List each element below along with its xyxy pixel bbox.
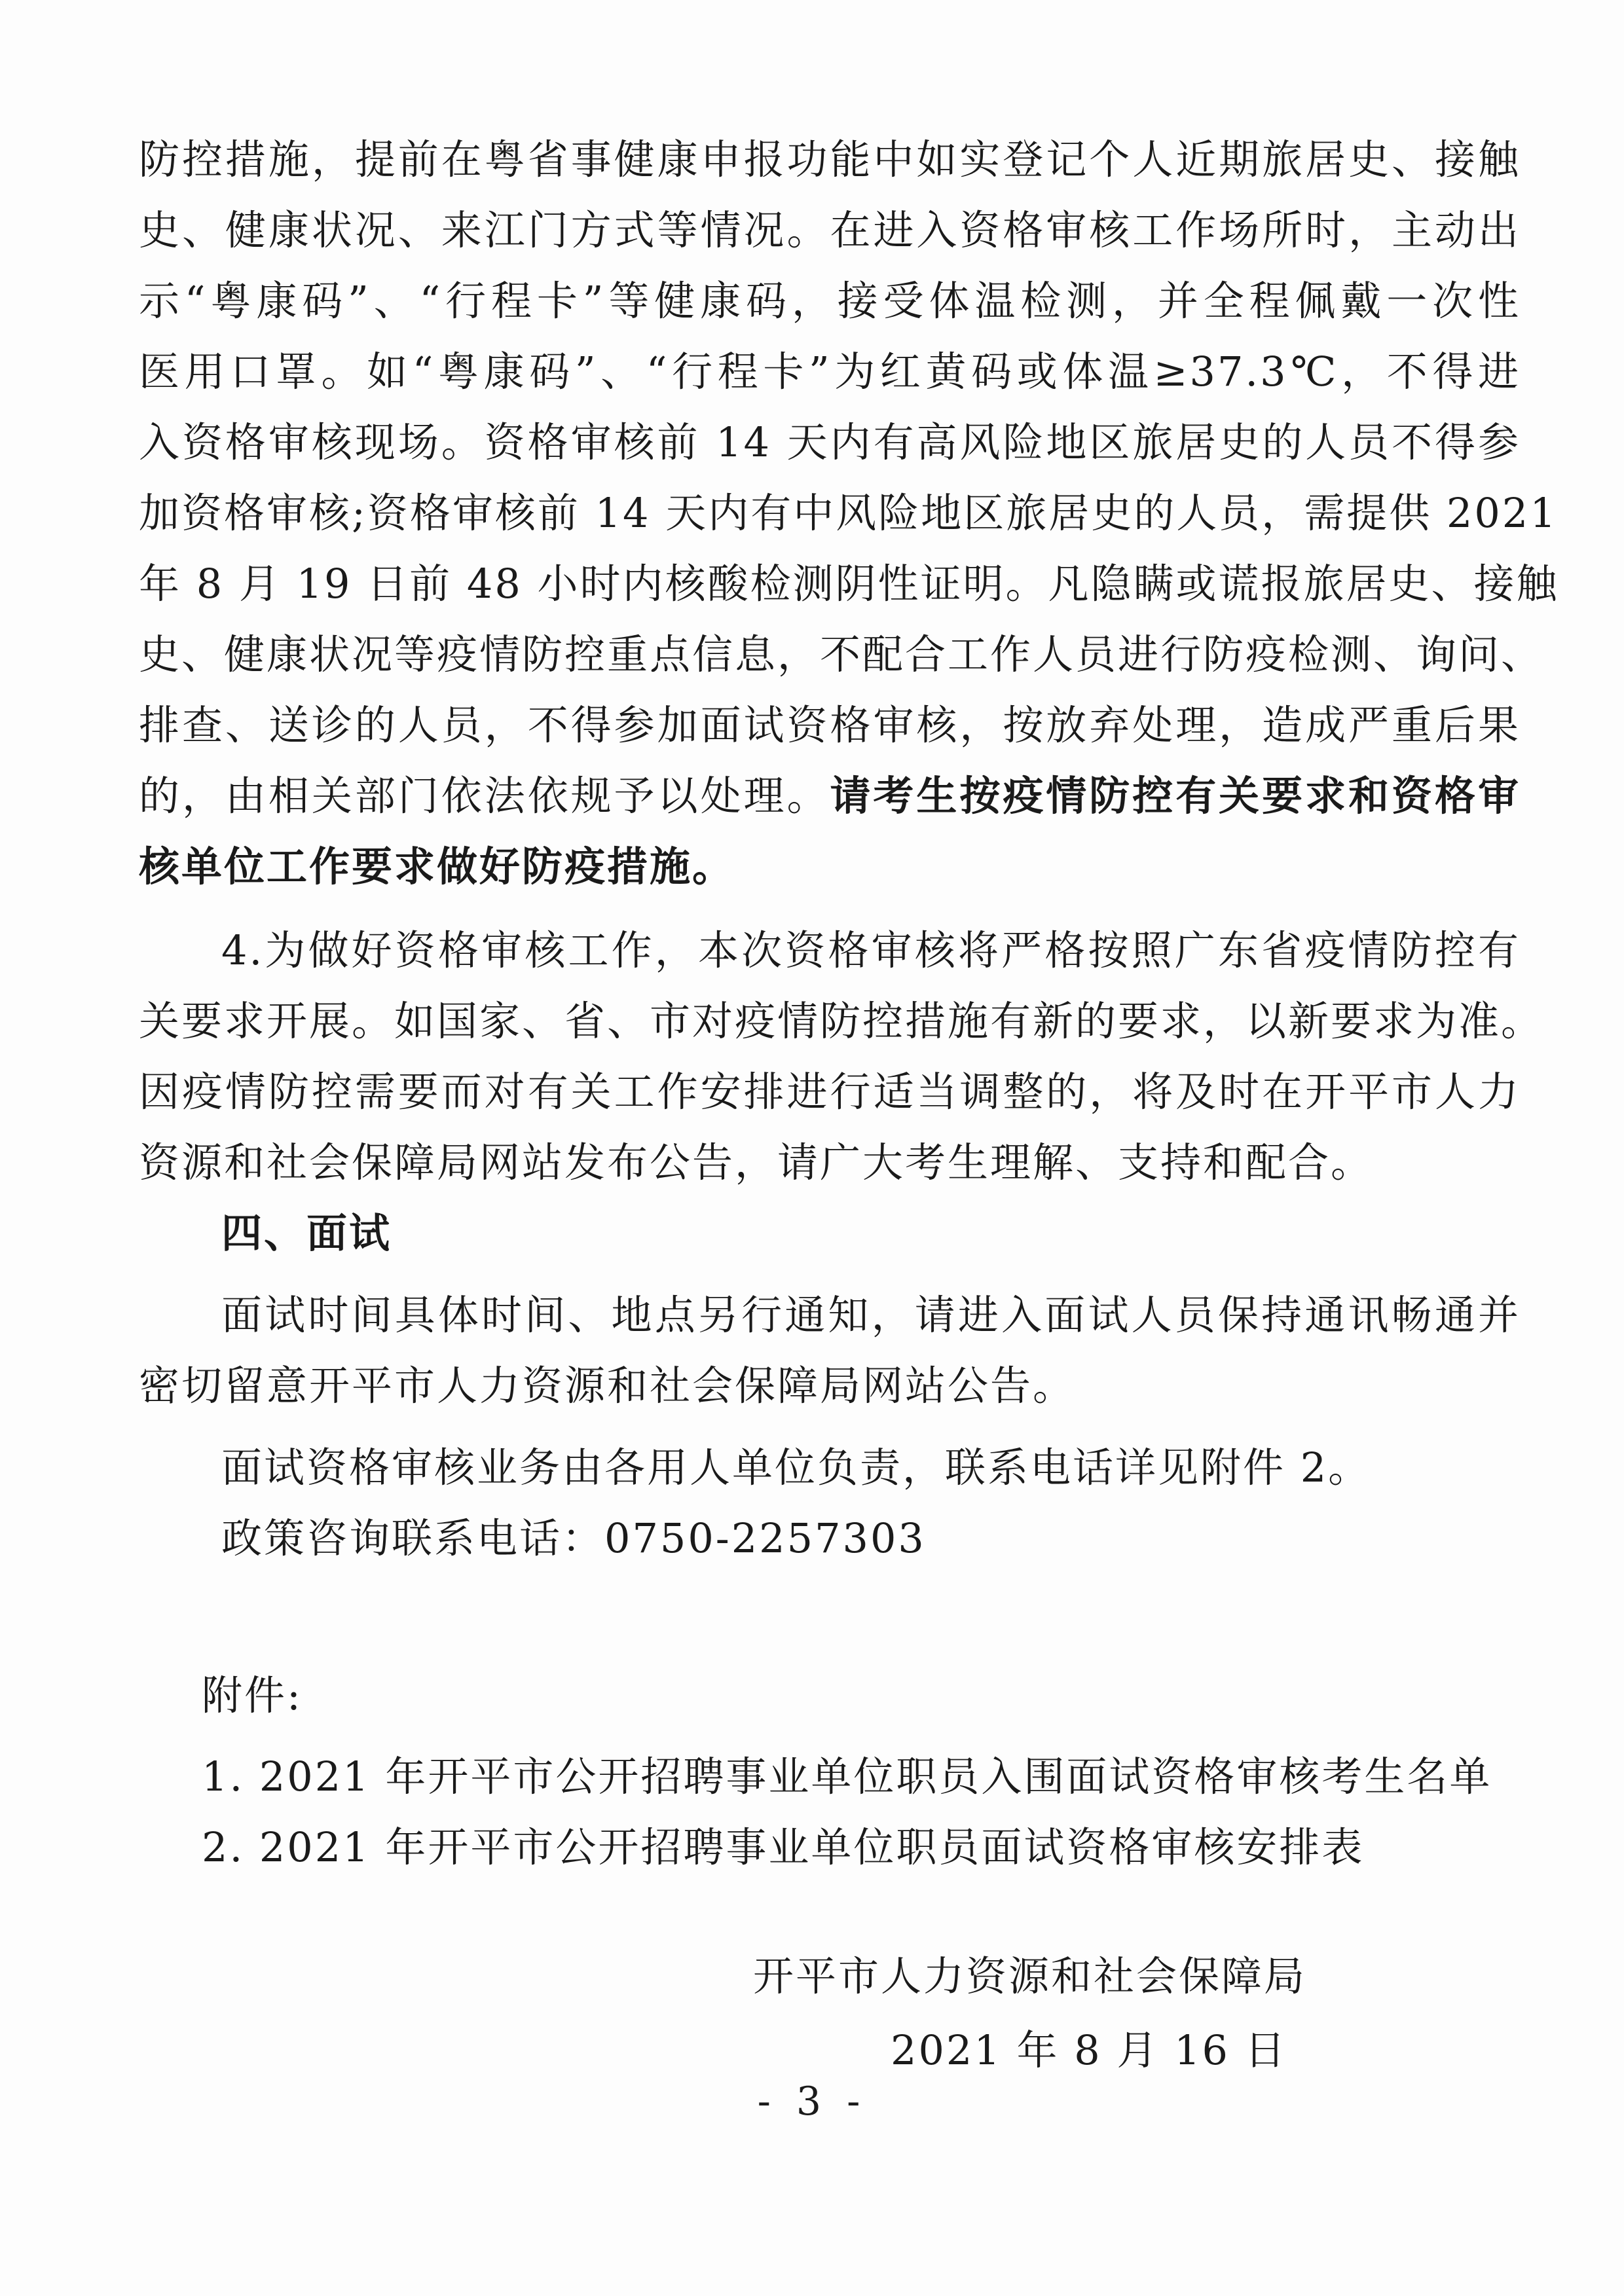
text-line-mixed [139, 761, 1521, 831]
issue-date: 2021 年 8 月 16 日 [891, 2026, 1287, 2074]
text-line: 示“粤康码”、“行程卡”等健康码，接受体温检测，并全程佩戴一次性 [139, 277, 1521, 325]
emphasis-line: 核单位工作要求做好防疫措施。 [139, 843, 735, 890]
section-heading: 四、面试 [221, 1209, 392, 1257]
text-line: 史、健康状况、来江门方式等情况。在进入资格审核工作场所时，主动出 [139, 206, 1521, 254]
attachment-item-1: 1. 2021 年开平市公开招聘事业单位职员入围面试资格审核考生名单 [202, 1753, 1492, 1800]
emphasis-text: 请考生按疫情防控有关要求和资格审 [830, 772, 1521, 820]
text-line: 入资格审核现场。资格审核前 14 天内有高风险地区旅居史的人员不得参 [139, 418, 1521, 466]
text-line: 加资格审核;资格审核前 14 天内有中风险地区旅居史的人员，需提供 2021 [139, 489, 1558, 537]
text-line: 排查、送诊的人员，不得参加面试资格审核，按放弃处理，造成严重后果 [139, 701, 1521, 749]
attachments-label: 附件: [202, 1671, 303, 1719]
text-line: 年 8 月 19 日前 48 小时内核酸检测阴性证明。凡隐瞒或谎报旅居史、接触 [139, 560, 1559, 608]
text-line: 史、健康状况等疫情防控重点信息，不配合工作人员进行防疫检测、询问、 [139, 630, 1544, 678]
text-line: 密切留意开平市人力资源和社会保障局网站公告。 [139, 1362, 1076, 1410]
text-line: 关要求开展。如国家、省、市对疫情防控措施有新的要求，以新要求为准。 [139, 997, 1544, 1045]
text-line: 医用口罩。如“粤康码”、“行程卡”为红黄码或体温≥37.3℃，不得进 [139, 348, 1521, 395]
contact-phone-line: 政策咨询联系电话：0750-2257303 [221, 1514, 926, 1562]
text-line: 面试资格审核业务由各用人单位负责，联系电话详见附件 2。 [221, 1444, 1371, 1491]
text-line: 防控措施，提前在粤省事健康申报功能中如实登记个人近期旅居史、接触 [139, 136, 1521, 183]
page-number: - 3 - [757, 2079, 867, 2124]
issuing-organization: 开平市人力资源和社会保障局 [753, 1952, 1307, 2000]
attachment-item-2: 2. 2021 年开平市公开招聘事业单位职员面试资格审核安排表 [202, 1823, 1365, 1871]
text-line: 4.为做好资格审核工作，本次资格审核将严格按照广东省疫情防控有 [221, 926, 1521, 974]
text-line: 资源和社会保障局网站发布公告，请广大考生理解、支持和配合。 [139, 1139, 1374, 1186]
text-line: 因疫情防控需要而对有关工作安排进行适当调整的，将及时在开平市人力 [139, 1068, 1521, 1116]
text-line: 面试时间具体时间、地点另行通知，请进入面试人员保持通讯畅通并 [221, 1291, 1521, 1339]
normal-text: 的，由相关部门依法依规予以处理。 [139, 772, 830, 820]
